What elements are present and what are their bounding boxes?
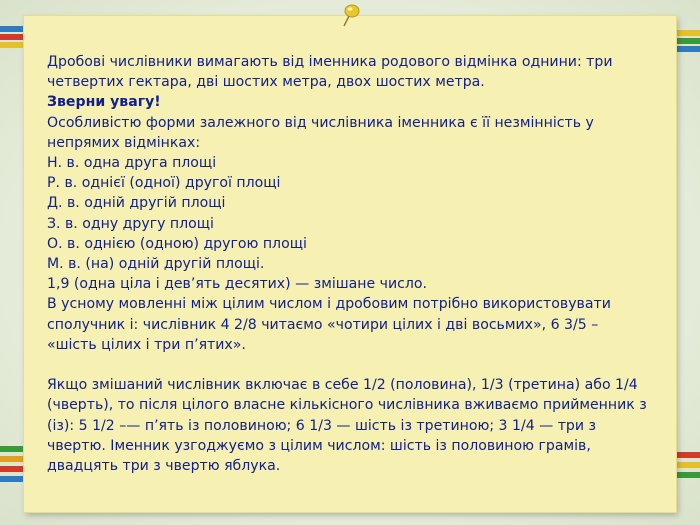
text-line: М. в. (на) одній другій площі. [47,256,265,273]
pushpin-icon [338,2,364,28]
text-line: Д. в. одній другій площі [47,195,226,212]
text-line: В усному мовленні між цілим числом і дробовим потрібно використовувати [47,296,611,313]
text-line: двадцять три з чвертю яблука. [47,458,281,475]
blank-line [47,355,657,375]
text-line: 1,9 (одна ціла і дев’ять десятих) — змішане число. [47,276,427,293]
text-line: О. в. однією (одною) другою площі [47,235,307,252]
heading-line: Зверни увагу! [47,94,161,111]
text-line: (із): 5 1/2 –— п’ять із половиною; 6 1/3 — шість із третиною; 3 1/4 — три з [47,417,597,434]
text-line: «шість цілих і три п’ятих». [47,336,246,353]
text-line: Особливістю форми залежного від числівника іменника є її незмінність у [47,114,594,131]
text-line: Якщо змішаний числівник включає в себе 1/2 (половина), 1/3 (третина) або 1/4 [47,377,638,394]
text-line: (чверть), то після цілого власне кількісного числівника вживаємо прийменник з [47,397,647,414]
text-line: З. в. одну другу площі [47,215,214,232]
text-line: Р. в. однієї (одної) другої площі [47,175,281,192]
text-line: четвертих гектара, дві шостих метра, двох шостих метра. [47,74,485,91]
text-line: сполучник і: числівник 4 2/8 читаємо «чотири цілих і дві восьмих», 6 3/5 – [47,316,599,333]
pencils-icon-left [0,0,24,525]
text-line: Н. в. одна друга площі [47,155,217,172]
pencils-icon-right [676,0,700,525]
text-line: Дробові числівники вимагають від іменника родового відмінка однини: три [47,54,613,70]
text-body [47,52,657,476]
text-line: непрямих відмінках: [47,134,201,151]
text-line: чвертю. Іменник узгоджуємо з цілим числом: шість із половиною грамів, [47,437,591,454]
